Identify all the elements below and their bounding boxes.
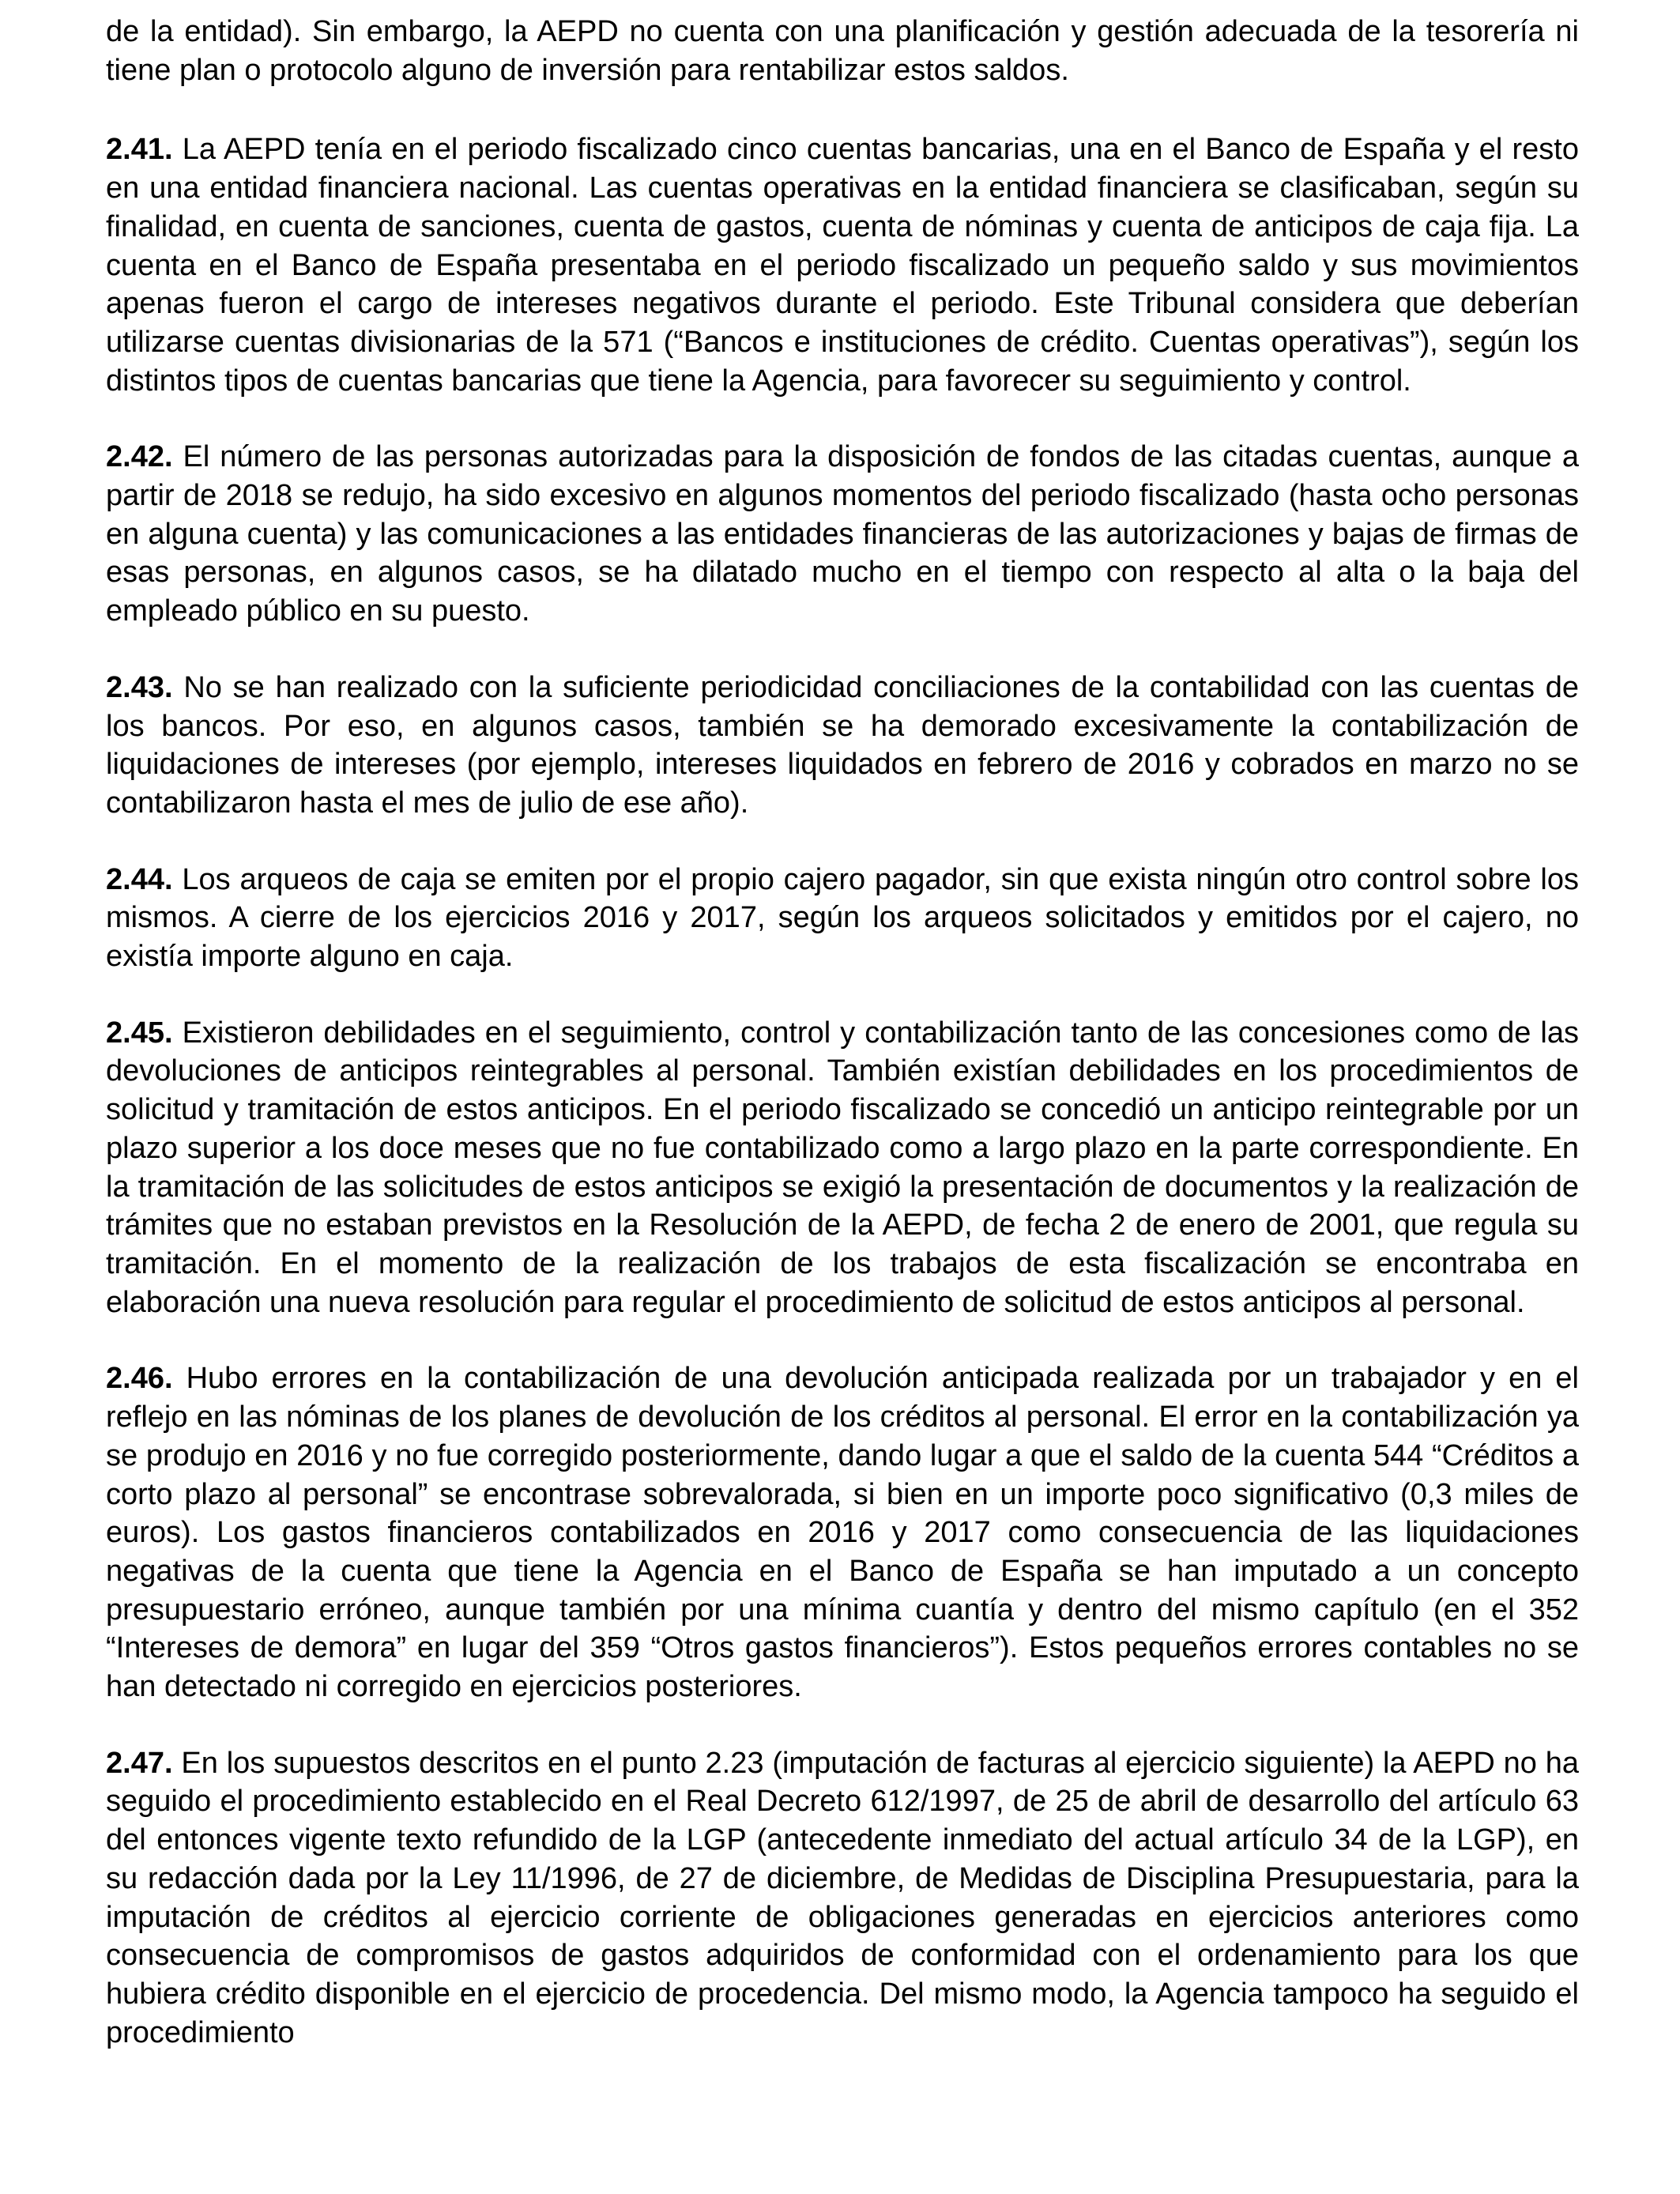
paragraph-text: Los arqueos de caja se emiten por el propio cajero pagador, sin que exista ningún otro control sobre los mismos. A cierre de los ejercicios 2016 y 2017, según los arqueos solicitados y emitidos por el cajero, no existía importe alguno en caja. [106, 862, 1579, 974]
paragraph-2-42 [106, 438, 1579, 631]
document-page [106, 13, 1579, 2090]
paragraph-number: 2.42. [106, 440, 173, 474]
paragraph-text: En los supuestos descritos en el punto 2.23 (imputación de facturas al ejercicio siguiente) la AEPD no ha seguido el procedimiento establecido en el Real Decreto 612/1997, de 25 de abril de desarrollo del artículo 63 del entonces vigente texto refundido de la LGP (antecedente inmediato del actual artículo 34 de la LGP), en su redacción dada por la Ley 11/1996, de 27 de diciembre, de Medidas de Disciplina Presupuestaria, para la imputación de créditos al ejercicio corriente de obligaciones generadas en ejercicios anteriores como consecuencia de compromisos de gastos adquiridos de conformidad con el ordenamiento para los que hubiera crédito disponible en el ejercicio de procedencia. Del mismo modo, la Agencia tampoco ha seguido el procedimiento [106, 1746, 1579, 2049]
paragraph-number: 2.45. [106, 1016, 173, 1050]
paragraph-2-45 [106, 1014, 1579, 1322]
paragraph-2-43 [106, 669, 1579, 823]
paragraph-text: No se han realizado con la suficiente periodicidad conciliaciones de la contabilidad con las cuentas de los bancos. Por eso, en algunos casos, también se ha demorado excesivamente la contabilización de liquidaciones de intereses (por ejemplo, intereses liquidados en febrero de 2016 y cobrados en marzo no se contabilizaron hasta el mes de julio de ese año). [106, 670, 1580, 820]
paragraph-text: Hubo errores en la contabilización de una devolución anticipada realizada por un trabajador y en el reflejo en las nóminas de los planes de devolución de los créditos al personal. El error en la contabilización ya se produjo en 2016 y no fue corregido posteriormente, dando lugar a que el saldo de la cuenta 544 “Créditos a corto plazo al personal” se encontrase sobrevalorada, si bien en un importe poco significativo (0,3 miles de euros). Los gastos financieros contabilizados en 2016 y 2017 como consecuencia de las liquidaciones negativas de la cuenta que tiene la Agencia en el Banco de España se han imputado a un concepto presupuestario erróneo, aunque también por una mínima cuantía y dentro del mismo capítulo (en el 352 “Intereses de demora” en lugar del 359 “Otros gastos financieros”). Estos pequeños errores contables no se han detectado ni corregido en ejercicios posteriores. [106, 1362, 1579, 1704]
paragraph-2-47 [106, 1744, 1579, 2053]
paragraph-number: 2.46. [106, 1362, 173, 1396]
paragraph-number: 2.41. [106, 133, 173, 167]
paragraph-continuation [106, 13, 1579, 89]
paragraph-2-44 [106, 861, 1579, 976]
paragraph-text: Existieron debilidades en el seguimiento, control y contabilización tanto de las concesiones como de las devoluciones de anticipos reintegrables al personal. También existían debilidades en los procedimientos de solicitud y tramitación de estos anticipos. En el periodo fiscalizado se concedió un anticipo reintegrable por un plazo superior a los doce meses que no fue contabilizado como a largo plazo en la parte correspondiente. En la tramitación de las solicitudes de estos anticipos se exigió la presentación de documentos y la realización de trámites que no estaban previstos en la Resolución de la AEPD, de fecha 2 de enero de 2001, que regula su tramitación. En el momento de la realización de los trabajos de esta fiscalización se encontraba en elaboración una nueva resolución para regular el procedimiento de solicitud de estos anticipos al personal. [106, 1016, 1580, 1319]
paragraph-text: El número de las personas autorizadas para la disposición de fondos de las citadas cuentas, aunque a partir de 2018 se redujo, ha sido excesivo en algunos momentos del periodo fiscalizado (hasta ocho personas en alguna cuenta) y las comunicaciones a las entidades financieras de las autorizaciones y bajas de firmas de esas personas, en algunos casos, se ha dilatado mucho en el tiempo con respecto al alta o la baja del empleado público en su puesto. [106, 440, 1579, 628]
paragraph-2-41 [106, 130, 1579, 400]
paragraph-number: 2.44. [106, 862, 173, 896]
paragraph-text: La AEPD tenía en el periodo fiscalizado cinco cuentas bancarias, una en el Banco de España y el resto en una entidad financiera nacional. Las cuentas operativas en la entidad financiera se clasificaban, según su finalidad, en cuenta de sanciones, cuenta de gastos, cuenta de nóminas y cuenta de anticipos de caja fija. La cuenta en el Banco de España presentaba en el periodo fiscalizado un pequeño saldo y sus movimientos apenas fueron el cargo de intereses negativos durante el periodo. Este Tribunal considera que deberían utilizarse cuentas divisionarias de la 571 (“Bancos e instituciones de crédito. Cuentas operativas”), según los distintos tipos de cuentas bancarias que tiene la Agencia, para favorecer su seguimiento y control. [106, 133, 1579, 398]
paragraph-2-46 [106, 1359, 1579, 1706]
paragraph-number: 2.47. [106, 1746, 173, 1780]
paragraph-text: de la entidad). Sin embargo, la AEPD no cuenta con una planificación y gestión adecuada de la tesorería ni tiene plan o protocolo alguno de inversión para rentabilizar estos saldos. [106, 15, 1579, 87]
paragraph-number: 2.43. [106, 670, 173, 704]
